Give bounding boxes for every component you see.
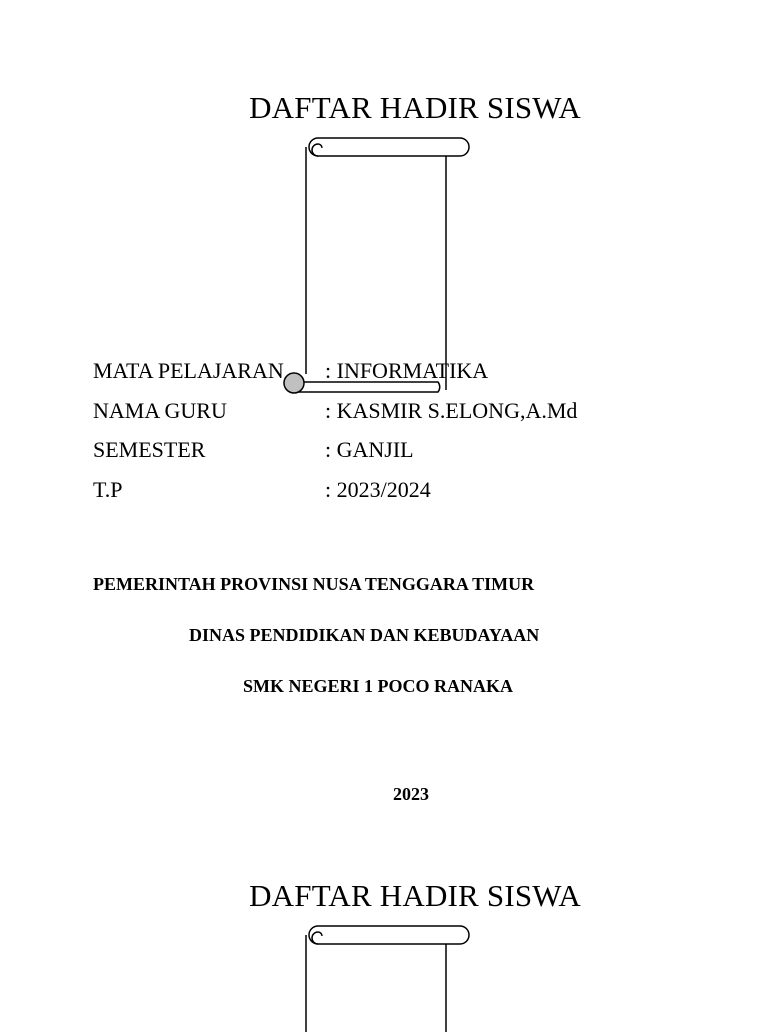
info-label: MATA PELAJARAN bbox=[93, 358, 284, 383]
page-title: DAFTAR HADIR SISWA bbox=[249, 90, 581, 125]
info-label: SEMESTER bbox=[93, 437, 206, 462]
institution-school: SMK NEGERI 1 POCO RANAKA bbox=[243, 676, 514, 696]
info-label: T.P bbox=[93, 477, 123, 502]
next-page-title: DAFTAR HADIR SISWA bbox=[249, 878, 581, 913]
info-value: : GANJIL bbox=[325, 437, 414, 462]
info-value: : 2023/2024 bbox=[325, 477, 431, 502]
document-year: 2023 bbox=[393, 784, 429, 804]
info-label: NAMA GURU bbox=[93, 398, 227, 423]
info-value: : KASMIR S.ELONG,A.Md bbox=[325, 398, 578, 423]
scroll-banner-icon bbox=[278, 922, 478, 1032]
institution-province: PEMERINTAH PROVINSI NUSA TENGGARA TIMUR bbox=[93, 574, 535, 594]
institution-department: DINAS PENDIDIKAN DAN KEBUDAYAAN bbox=[189, 625, 540, 645]
info-value: : INFORMATIKA bbox=[325, 358, 489, 383]
